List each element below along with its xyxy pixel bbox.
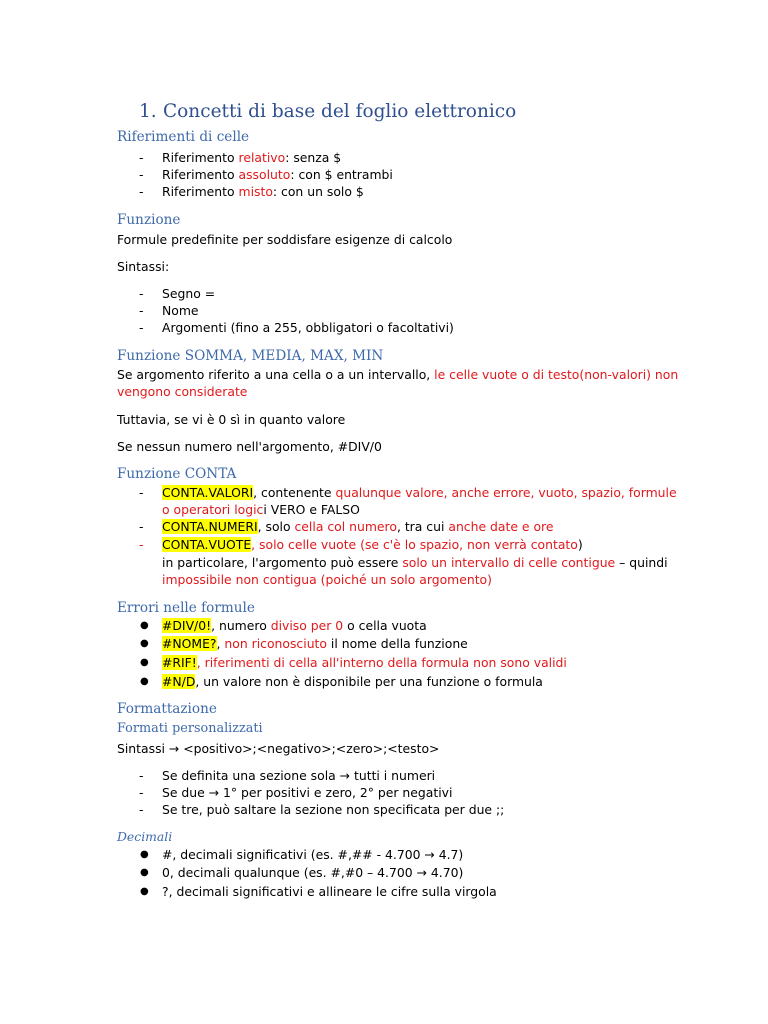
heading-errori: Errori nelle formule [117, 600, 255, 616]
list-item-div0: #DIV/0!, numero diviso per 0 o cella vuota [162, 618, 427, 633]
list-item-segno: Segno = [162, 286, 216, 301]
list-item-nd: #N/D, un valore non è disponibile per una funzione o formula [162, 674, 543, 689]
funzione-sintassi-label: Sintassi: [117, 259, 170, 274]
list-marker: - [139, 485, 144, 500]
list-item-conta-valori-cont: o operatori logici VERO e FALSO [162, 502, 360, 517]
list-item-conta-vuote-cont: in particolare, l'argomento può essere solo un intervallo di celle contigue – quindi [162, 555, 668, 570]
list-marker: - [139, 150, 144, 165]
list-marker: - [139, 286, 144, 301]
list-marker: - [139, 303, 144, 318]
list-item-assoluto: Riferimento assoluto: con $ entrambi [162, 167, 393, 182]
page-title [139, 101, 516, 122]
list-item-relativo: Riferimento relativo: senza $ [162, 150, 342, 165]
bullet-icon: ● [140, 849, 149, 860]
list-item-nome-error: #NOME?, non riconosciuto il nome della funzione [162, 636, 468, 651]
list-marker: - [139, 519, 144, 534]
list-item-conta-vuote: CONTA.VUOTE, solo celle vuote (se c'è lo spazio, non verrà contato) [162, 537, 583, 552]
list-marker: - [139, 802, 144, 817]
list-item-sezione-sola: Se definita una sezione sola → tutti i numeri [162, 768, 436, 783]
somma-line-4: Se nessun numero nell'argomento, #DIV/0 [117, 439, 382, 454]
list-marker: - [139, 184, 144, 199]
bullet-icon: ● [140, 620, 149, 631]
list-item-decimali-qualunque: 0, decimali qualunque (es. #,#0 – 4.700 → 4.70) [162, 865, 464, 880]
list-item-conta-numeri: CONTA.NUMERI, solo cella col numero, tra cui anche date e ore [162, 519, 554, 534]
heading-funzione: Funzione [117, 212, 181, 228]
heading-formattazione: Formattazione [117, 701, 217, 717]
bullet-icon: ● [140, 676, 149, 687]
list-item-due: Se due → 1° per positivi e zero, 2° per negativi [162, 785, 453, 800]
somma-line-2: vengono considerate [117, 384, 248, 399]
bullet-icon: ● [140, 657, 149, 668]
list-marker: - [139, 167, 144, 182]
list-marker: - [139, 785, 144, 800]
list-item-conta-valori: CONTA.VALORI, contenente qualunque valore, anche errore, vuoto, spazio, formule [162, 485, 677, 500]
list-item-decimali-allineati: ?, decimali significativi e allineare le cifre sulla virgola [162, 884, 497, 899]
somma-line-1: Se argomento riferito a una cella o a un intervallo, le celle vuote o di testo(non-valori) non [117, 367, 679, 382]
bullet-icon: ● [140, 867, 149, 878]
list-marker: - [139, 768, 144, 783]
heading-decimali: Decimali [117, 829, 173, 844]
funzione-description: Formule predefinite per soddisfare esigenze di calcolo [117, 232, 453, 247]
list-item-misto: Riferimento misto: con un solo $ [162, 184, 364, 199]
heading-formati-personalizzati: Formati personalizzati [117, 721, 263, 736]
list-item-argomenti: Argomenti (fino a 255, obbligatori o facoltativi) [162, 320, 454, 335]
list-item-decimali-significativi: #, decimali significativi (es. #,## - 4.700 → 4.7) [162, 847, 464, 862]
formattazione-sintassi: Sintassi → <positivo>;<negativo>;<zero>;<testo> [117, 741, 440, 756]
heading-riferimenti: Riferimenti di celle [117, 129, 250, 145]
list-item-tre: Se tre, può saltare la sezione non specificata per due ;; [162, 802, 505, 817]
heading-conta: Funzione CONTA [117, 466, 237, 482]
title-number: 1. [139, 101, 157, 122]
list-item-rif: #RIF!, riferimenti di cella all'interno della formula non sono validi [162, 655, 567, 670]
list-item-nome: Nome [162, 303, 199, 318]
somma-line-3: Tuttavia, se vi è 0 sì in quanto valore [117, 412, 346, 427]
heading-somma: Funzione SOMMA, MEDIA, MAX, MIN [117, 348, 384, 364]
list-item-conta-vuote-cont-2: impossibile non contigua (poiché un solo argomento) [162, 572, 492, 587]
bullet-icon: ● [140, 886, 149, 897]
title-text: Concetti di base del foglio elettronico [163, 101, 517, 122]
list-marker: - [139, 537, 144, 552]
list-marker: - [139, 320, 144, 335]
bullet-icon: ● [140, 638, 149, 649]
